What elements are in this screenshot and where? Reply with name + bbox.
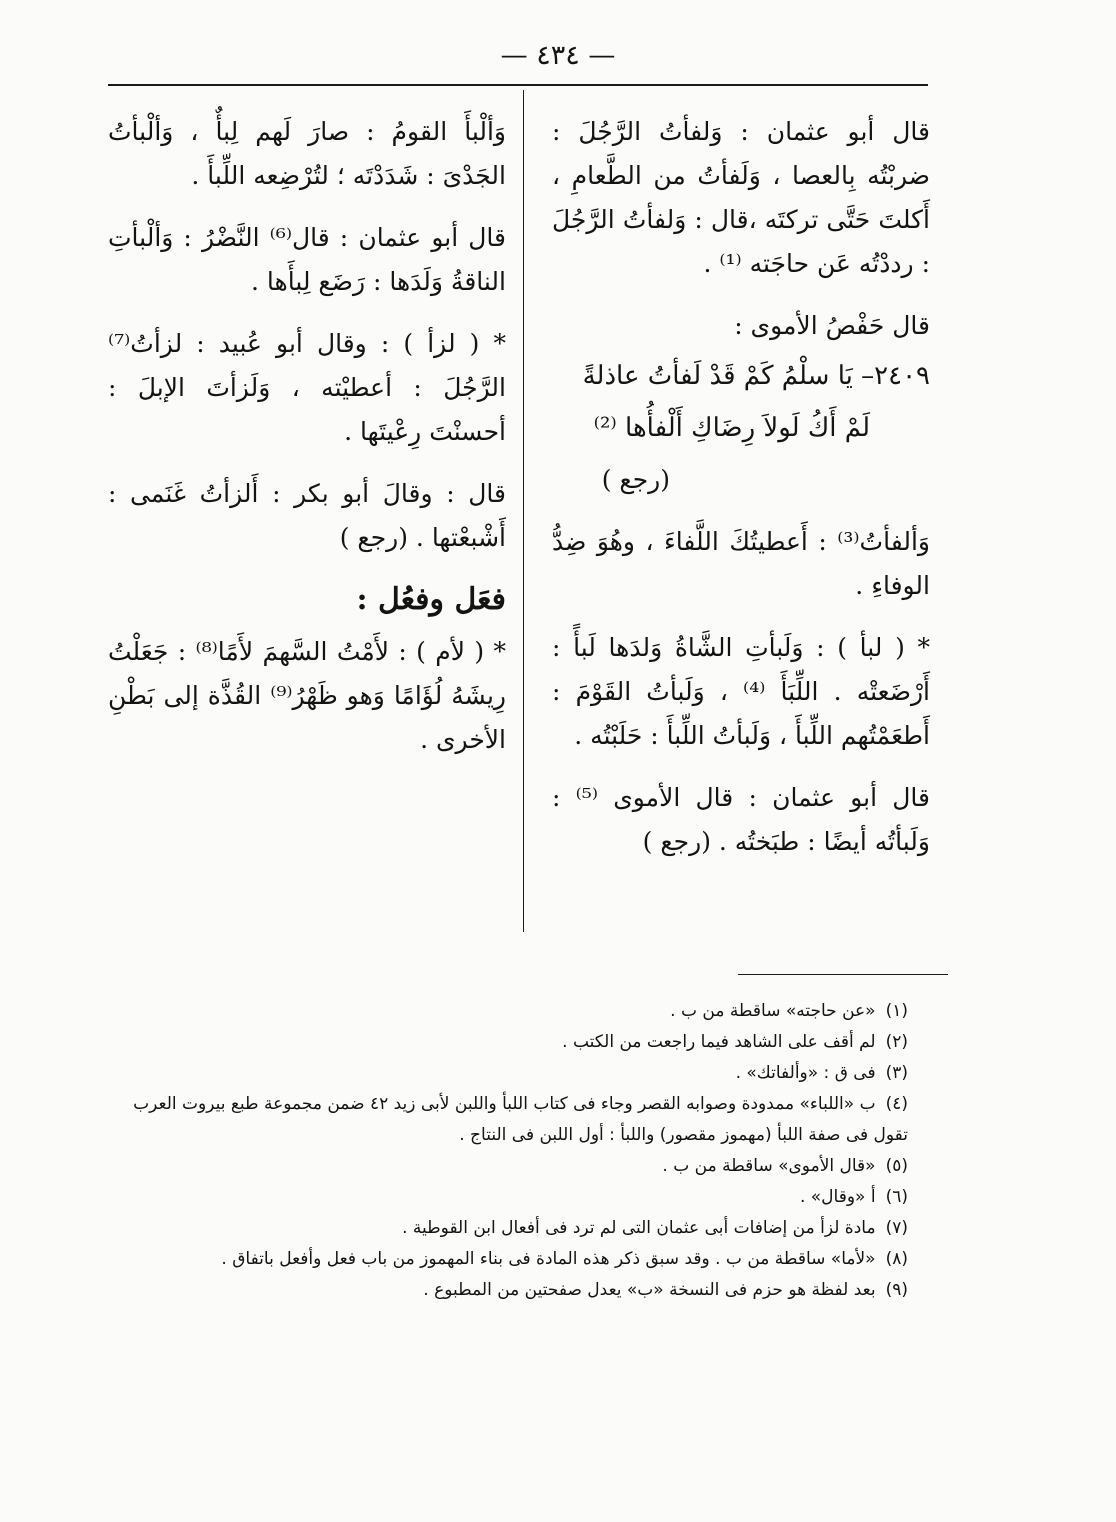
footnote-number: (٨) [885,1249,908,1269]
footnotes [132,996,908,1306]
verse-first-hemistich: ٢٤٠٩– يَا سلْمُ كَمْ قَدْ لَفأتُ عاذلةً [582,361,930,391]
paragraph-lafa: قال أبو عثمان : وَلفأتُ الرَّجُلَ : ضربْتُه بِالعصا ، وَلَفأتُ من الطَّعامِ ، أَكلتَ حَتَّى تركتَه ،قال : وَلفأتُ الرَّجُلَ : رددْتُه عَن حاجَته ⁽¹⁾ . [552,117,930,278]
paragraph-alba: وَألْبأَ القومُ : صارَ لَهم لِبأٌ ، وَألْبأتُ الجَدْىَ : شَدَدْتَه ؛ لتُرْضِعه اللِّبأَ . [108,117,506,190]
footnote [132,1275,908,1306]
paragraph-laba: * ( لبأ ) : وَلَبأتِ الشَّاةُ وَلدَها لَبأً : أَرْضَعتْه . اللِّبَأَ ⁽⁴⁾ ، وَلَبأتُ القَوْمَ : أَطعَمْتُهم اللِّبأَ ، وَلَبأتُ اللِّبأَ : حَلَبْتُه . [552,633,930,750]
footnote-number: (٤) [885,1094,908,1114]
footnote [132,1182,908,1213]
paragraph-alfa: وَألفأتُ⁽³⁾ : أَعطيتُكَ اللَّفاءَ ، وهُوَ ضِدُّ الوفاءِ . [552,527,930,600]
paragraph-hafs: قال حَفْصُ الأموى : [734,311,930,340]
footnote-number: (٦) [885,1187,908,1207]
footnote-number: (٢) [885,1032,908,1052]
paragraph-nadr: قال أبو عثمان : قال⁽⁶⁾ النَّضْرُ : وَألْبأتِ الناقةُ وَلَدَها : رَضَع لِبأَها . [108,223,506,296]
footnote [132,1151,908,1182]
footnote-text: «قال الأموى» ساقطة من ب . [662,1156,876,1176]
paragraph-abu-bakr: قال : وقالَ أبو بكر : أَلزأتُ غَنَمى : أَشْبعْتها . (رجع ) [108,479,506,552]
footnote-number: (٧) [885,1218,908,1238]
footnote-text: بعد لفظة هو حزم فى النسخة «ب» يعدل صفحتين من المطبوع . [423,1280,876,1300]
paragraph-lam: * ( لأم ) : لأَمْتُ السَّهمَ لأَمًا⁽⁸⁾ : جَعَلْتُ رِيشَهُ لُؤَامًا وَهو ظَهْرُ⁽⁹⁾ القُذَّة إلى بَطْنِ الأخرى . [108,637,507,754]
footnote [132,996,908,1027]
footnote-number: (٥) [885,1156,908,1176]
verse-second-hemistich: لَمْ أَكُ لَولاَ رِضَاكِ أَلْفأُها ⁽²⁾ [593,413,870,443]
footnote [132,1058,908,1089]
footnote-text: أ «وقال» . [799,1187,876,1207]
footnote-text: فى ق : «وألفاتك» . [735,1063,876,1083]
footnote [132,1213,908,1244]
footnote-text: ب «اللباء» ممدودة وصوابه القصر وجاء فى كتاب اللبأ واللبن لأبى زيد ٤٢ ضمن مجموعة طبع بيروت العرب تقول فى صفة اللبأ (مهموز مقصور) واللبأ : أول اللبن فى النتاج . [133,1094,908,1145]
footnote-text: مادة لزأ من إضافات أبى عثمان التى لم ترد فى أفعال ابن القوطية . [402,1218,876,1238]
paragraph-laza: * ( لزأ ) : وقال أبو عُبيد : لزأتُ⁽⁷⁾ الرَّجُلَ : أعطيْته ، وَلَزأتَ الإبلَ : أحسنْتَ رِعْيتَها . [108,329,506,446]
footnote-text: لم أقف على الشاهد فيما راجعت من الكتب . [562,1032,876,1052]
left-column [108,110,506,780]
section-heading: فعَل وفعُل : [356,582,506,617]
page-number: — ٤٣٤ — [500,40,616,71]
footnote-text: «عن حاجته» ساقطة من ب . [670,1001,876,1021]
footnote [132,1089,908,1151]
footnote-number: (٩) [885,1280,908,1300]
footnote [132,1027,908,1058]
footnote-text: «لأما» ساقطة من ب . وقد سبق ذكر هذه المادة فى بناء المهموز من باب فعل وأفعل باتفاق . [221,1249,876,1269]
header-rule [108,84,928,86]
footnote-number: (١) [885,1001,908,1021]
paragraph-amawi: قال أبو عثمان : قال الأموى ⁽⁵⁾ : وَلَبأتُه أيضًا : طبَختُه . (رجع ) [552,783,930,856]
right-column [552,110,930,882]
footnote [132,1244,908,1275]
footnote-number: (٣) [885,1063,908,1083]
rajaz-marker: (رجع ) [601,465,670,494]
column-divider [523,90,524,932]
footnote-rule [738,974,948,975]
